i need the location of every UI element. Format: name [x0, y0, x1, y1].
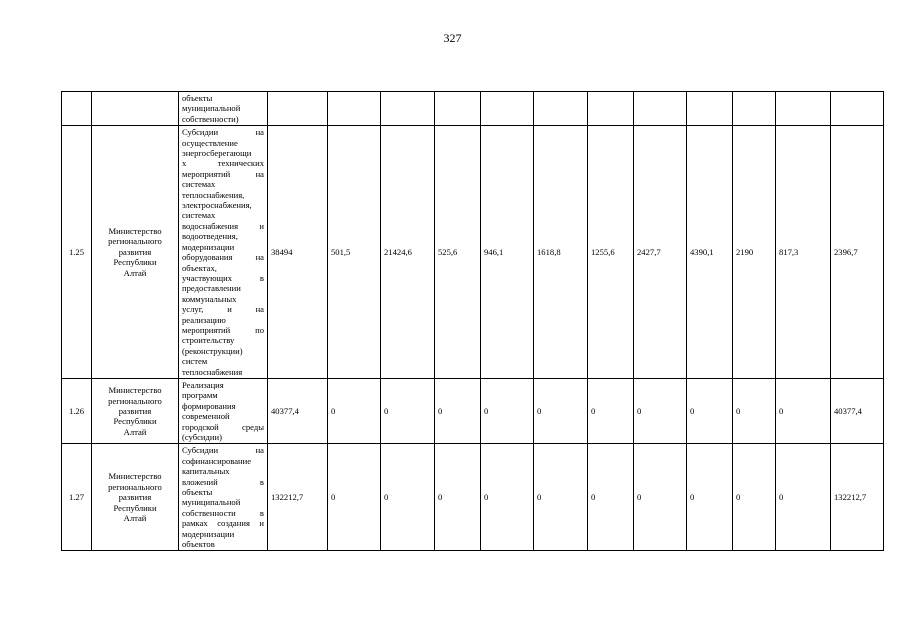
value-cell: 1255,6 — [588, 126, 634, 379]
organization-cell — [92, 92, 179, 126]
value-cell: 0 — [534, 378, 588, 443]
page-number: 327 — [443, 31, 462, 45]
description-cell: объекты муниципальной собственности) — [179, 92, 268, 126]
value-cell: 0 — [435, 444, 481, 551]
organization-cell: Министерство регионального развития Республики Алтай — [92, 126, 179, 379]
value-cell: 132212,7 — [831, 444, 884, 551]
value-cell: 0 — [733, 444, 776, 551]
value-cell: 0 — [733, 378, 776, 443]
row-number-cell: 1.25 — [62, 126, 92, 379]
description-cell: Реализация программ формирования современной городской среды (субсидии) — [179, 378, 268, 443]
value-cell: 501,5 — [328, 126, 381, 379]
value-cell: 2190 — [733, 126, 776, 379]
value-cell — [776, 92, 831, 126]
value-cell: 0 — [328, 378, 381, 443]
value-cell: 946,1 — [481, 126, 534, 379]
value-cell: 0 — [435, 378, 481, 443]
value-cell: 21424,6 — [381, 126, 435, 379]
value-cell: 0 — [481, 444, 534, 551]
value-cell: 0 — [481, 378, 534, 443]
value-cell: 0 — [634, 444, 687, 551]
value-cell — [481, 92, 534, 126]
value-cell — [435, 92, 481, 126]
value-cell — [328, 92, 381, 126]
value-cell — [831, 92, 884, 126]
value-cell: 0 — [776, 444, 831, 551]
value-cell: 817,3 — [776, 126, 831, 379]
value-cell — [687, 92, 733, 126]
table-row — [62, 92, 884, 126]
description-cell: Субсидии на софинансирование капитальных вложений в объекты муниципальной собственности в рамках создания и модернизации объектов — [179, 444, 268, 551]
organization-cell: Министерство регионального развития Республики Алтай — [92, 378, 179, 443]
value-cell: 2396,7 — [831, 126, 884, 379]
row-number-cell: 1.27 — [62, 444, 92, 551]
table-row — [62, 126, 884, 379]
value-cell: 4390,1 — [687, 126, 733, 379]
value-cell — [268, 92, 328, 126]
value-cell: 40377,4 — [831, 378, 884, 443]
value-cell — [634, 92, 687, 126]
organization-cell: Министерство регионального развития Республики Алтай — [92, 444, 179, 551]
value-cell: 0 — [328, 444, 381, 551]
table-row — [62, 444, 884, 551]
value-cell: 38494 — [268, 126, 328, 379]
value-cell — [534, 92, 588, 126]
value-cell: 132212,7 — [268, 444, 328, 551]
value-cell: 2427,7 — [634, 126, 687, 379]
table-row — [62, 378, 884, 443]
value-cell: 0 — [776, 378, 831, 443]
budget-table — [61, 91, 884, 551]
row-number-cell: 1.26 — [62, 378, 92, 443]
value-cell — [733, 92, 776, 126]
value-cell: 0 — [381, 378, 435, 443]
row-number-cell — [62, 92, 92, 126]
value-cell: 0 — [588, 444, 634, 551]
value-cell: 0 — [687, 378, 733, 443]
value-cell — [588, 92, 634, 126]
value-cell: 1618,8 — [534, 126, 588, 379]
value-cell: 0 — [687, 444, 733, 551]
value-cell — [381, 92, 435, 126]
description-cell: Субсидии на осуществление энергосберегающи х технических мероприятий на системах теплоснабжения, электроснабжения, системах водоснабжения и водоотведения, модернизации оборудования на объектах, участвующих в предоставлении коммунальных услуг, и на реализацию мероприятий по строительству (реконструкции) систем теплоснабжения — [179, 126, 268, 379]
value-cell: 40377,4 — [268, 378, 328, 443]
value-cell: 0 — [534, 444, 588, 551]
value-cell: 0 — [634, 378, 687, 443]
value-cell: 0 — [381, 444, 435, 551]
value-cell: 0 — [588, 378, 634, 443]
value-cell: 525,6 — [435, 126, 481, 379]
